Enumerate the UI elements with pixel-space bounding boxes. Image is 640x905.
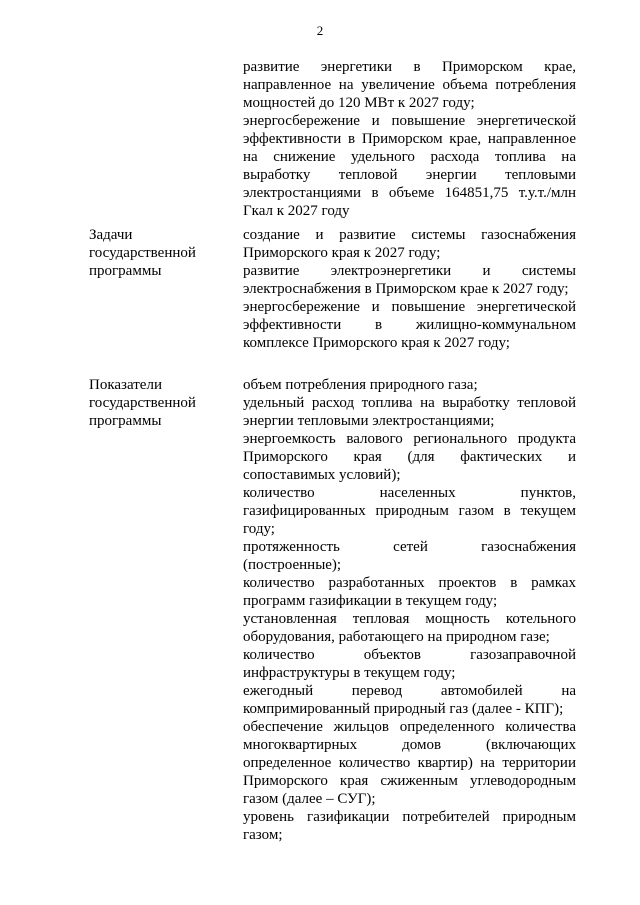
indicator-item: количество разработанных проектов в рамках программ газификации в текущем году; <box>243 575 576 609</box>
tasks-label-line: Задачи <box>89 227 133 243</box>
indicators-label-line: Показатели <box>89 377 162 393</box>
task-item: создание и развитие системы газоснабжения Приморского края к 2027 году; <box>243 227 576 261</box>
tasks-content <box>243 226 576 352</box>
indicator-item: количество объектов газозаправочной инфраструктуры в текущем году; <box>243 647 576 681</box>
indicators-label-line: государственной <box>89 395 196 411</box>
indicator-item: уровень газификации потребителей природным газом; <box>243 809 576 843</box>
indicator-item: количество населенных пунктов, газифицированных природным газом в текущем году; <box>243 485 576 537</box>
indicators-label-line: программы <box>89 413 162 429</box>
intro-item: энергосбережение и повышение энергетической эффективности в Приморском крае, направленное на снижение удельного расхода топлива на выработку тепловой энергии тепловыми электростанциями в объеме 164851,75 т.у.т./млн Гкал к 2027 году <box>243 113 576 219</box>
indicators-content <box>243 376 576 844</box>
indicator-item: энергоемкость валового регионального продукта Приморского края (для фактических и сопоставимых условий); <box>243 431 576 483</box>
intro-item: развитие энергетики в Приморском крае, направленное на увеличение объема потребления мощностей до 120 МВт к 2027 году; <box>243 59 576 111</box>
tasks-label <box>89 226 234 280</box>
indicator-item: установленная тепловая мощность котельного оборудования, работающего на природном газе; <box>243 611 576 645</box>
indicators-label <box>89 376 234 430</box>
tasks-label-line: программы <box>89 263 162 279</box>
indicator-item: протяженность сетей газоснабжения (построенные); <box>243 539 576 573</box>
task-item: развитие электроэнергетики и системы электроснабжения в Приморском крае к 2027 году; <box>243 263 576 297</box>
indicator-item: ежегодный перевод автомобилей на компримированный природный газ (далее - КПГ); <box>243 683 576 717</box>
indicator-item: удельный расход топлива на выработку тепловой энергии тепловыми электростанциями; <box>243 395 576 429</box>
task-item: энергосбережение и повышение энергетической эффективности в жилищно-коммунальном комплексе Приморского края к 2027 году; <box>243 299 576 351</box>
page-number: 2 <box>316 23 324 38</box>
indicator-item: обеспечение жильцов определенного количества многоквартирных домов (включающих определенное количество квартир) на территории Приморского края сжиженным углеводородным газом (далее – СУГ); <box>243 719 576 807</box>
indicator-item: объем потребления природного газа; <box>243 377 478 393</box>
intro-content <box>243 58 576 220</box>
tasks-label-line: государственной <box>89 245 196 261</box>
